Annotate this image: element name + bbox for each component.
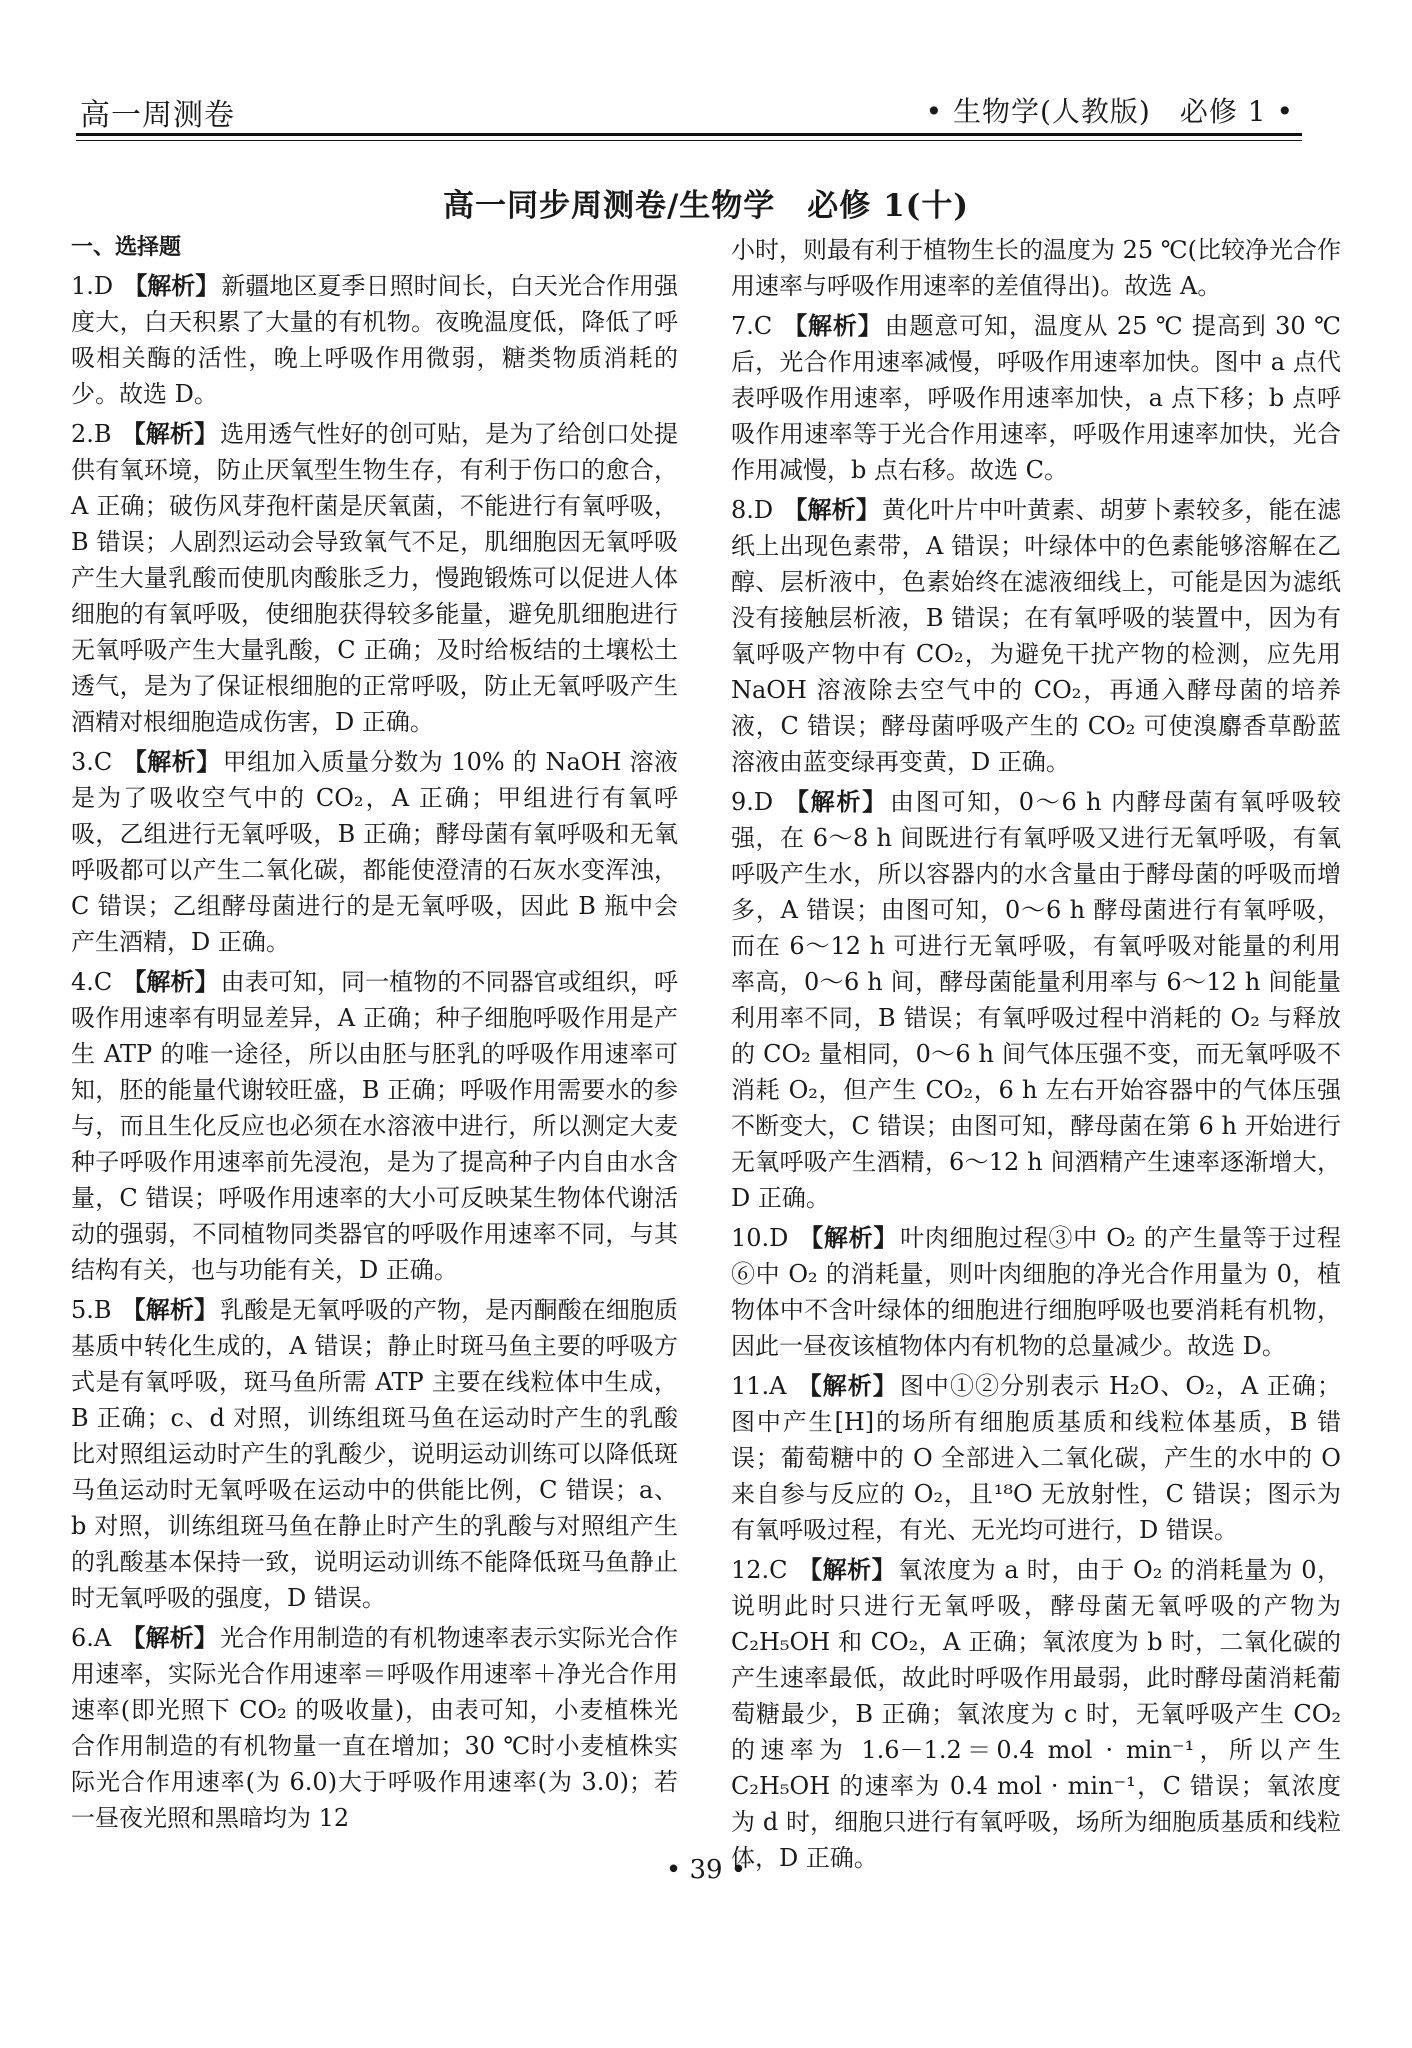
item-number: 10.: [731, 1224, 770, 1252]
analysis-tag: 【解析】: [783, 495, 880, 524]
analysis-tag: 【解析】: [121, 419, 219, 448]
item-text: 选用透气性好的创可贴，是为了给创口处提供有氧环境，防止厌氧型生物生存，有利于伤口的愈合，A 正确；破伤风芽孢杆菌是厌氧菌，不能进行有氧呼吸，B 错误；人剧烈运动会导致氧气不足，肌细胞因无氧呼吸产生大量乳酸而使肌肉酸胀乏力，慢跑锻炼可以促进人体细胞的有氧呼吸，使细胞获得较多能量，避免肌细胞进行无氧呼吸产生大量乳酸，C 正确；及时给板结的土壤松土透气，是为了保证根细胞的正常呼吸，防止无氧呼吸产生酒精对根细胞造成伤害，D 正确。: [71, 420, 679, 736]
header-right: • 生物学(人教版) 必修 1 •: [925, 95, 1294, 128]
right-column: [731, 232, 1341, 1880]
item-answer: C: [769, 1556, 788, 1584]
answer-item-12: [731, 1552, 1341, 1876]
answer-item-11: [731, 1368, 1341, 1548]
answer-item-8: [731, 492, 1341, 780]
item-answer: A: [93, 1624, 112, 1652]
continued-text: 小时，则最有利于植物生长的温度为 25 ℃(比较净光合作用速率与呼吸作用速率的差值得出)。故选 A。: [731, 236, 1342, 300]
item-answer: C: [93, 968, 113, 996]
item-number: 5.: [71, 1296, 94, 1324]
answer-item-3: [71, 744, 678, 960]
item-number: 12.: [731, 1556, 770, 1584]
item-text: 由题意可知，温度从 25 ℃ 提高到 30 ℃后，光合作用速率减慢，呼吸作用速率加快。图中 a 点代表呼吸作用速率，呼吸作用速率加快，a 点下移；b 点呼吸作用速率等于光合作用速率，呼吸作用速率加快，光合作用减慢，b 点右移。故选 C。: [731, 312, 1342, 484]
analysis-tag: 【解析】: [121, 1295, 219, 1324]
item-number: 3.: [71, 748, 94, 776]
header-left: 高一周测卷: [80, 98, 235, 133]
answer-item-7: [731, 308, 1341, 488]
item-number: 9.: [731, 788, 754, 816]
item-answer: B: [93, 1296, 112, 1324]
answer-item-1: [71, 268, 678, 412]
item-text: 叶肉细胞过程③中 O₂ 的产生量等于过程⑥中 O₂ 的消耗量，则叶肉细胞的净光合作用量为 0，植物体中不含叶绿体的细胞进行细胞呼吸也要消耗有机物，因此一昼夜该植物体内有机物的总量减少。故选 D。: [731, 1224, 1341, 1360]
item-text: 黄化叶片中叶黄素、胡萝卜素较多，能在滤纸上出现色素带，A 错误；叶绿体中的色素能够溶解在乙醇、层析液中，色素始终在滤液细线上，可能是因为滤纸没有接触层析液，B 错误；在有氧呼吸的装置中，因为有氧呼吸产物中有 CO₂，为避免干扰产物的检测，应先用 NaOH 溶液除去空气中的 CO₂，再通入酵母菌的培养液，C 错误；酵母菌呼吸产生的 CO₂ 可使溴麝香草酚蓝溶液由蓝变绿再变黄，D 正确。: [731, 496, 1342, 776]
item-answer: C: [753, 312, 773, 340]
header-rule-thin: [76, 140, 1302, 141]
header-rule: [76, 133, 1302, 136]
item-text: 由表可知，同一植物的不同器官或组织，呼吸作用速率有明显差异，A 正确；种子细胞呼吸作用是产生 ATP 的唯一途径，所以由胚与胚乳的呼吸作用速率可知，胚的能量代谢较旺盛，B 正确；呼吸作用需要水的参与，而且生化反应也必须在水溶液中进行，所以测定大麦种子呼吸作用速率前先浸泡，是为了提高种子内自由水含量，C 错误；呼吸作用速率的大小可反映某生物体代谢活动的强弱，不同植物同类器官的呼吸作用速率不同，与其结构有关，也与功能有关，D 正确。: [71, 968, 678, 1284]
page-title: 高一同步周测卷/生物学 必修 1(十): [442, 188, 970, 224]
item-text: 新疆地区夏季日照时间长，白天光合作用强度大，白天积累了大量的有机物。夜晚温度低，降低了呼吸相关酶的活性，晚上呼吸作用微弱，糖类物质消耗的少。故选 D。: [71, 272, 679, 408]
left-column: [71, 232, 678, 1840]
item-number: 6.: [71, 1624, 94, 1652]
analysis-tag: 【解析】: [782, 311, 883, 340]
item-number: 7.: [731, 312, 754, 340]
item-number: 8.: [731, 496, 754, 524]
answer-item-2: [71, 416, 678, 740]
item-answer: D: [769, 1224, 789, 1252]
item-text: 图中①②分别表示 H₂O、O₂，A 正确；图中产生[H]的场所有细胞质基质和线粒体基质，B 错误；葡萄糖中的 O 全部进入二氧化碳，产生的水中的 O 来自参与反应的 O₂，且¹⁸O 无放射性，C 错误；图示为有氧呼吸过程，有光、无光均可进行，D 错误。: [731, 1372, 1341, 1544]
item-answer: D: [753, 496, 774, 524]
analysis-tag: 【解析】: [122, 747, 221, 776]
item-number: 4.: [71, 968, 94, 996]
analysis-tag: 【解析】: [783, 787, 888, 816]
analysis-tag: 【解析】: [797, 1555, 897, 1584]
page-number: • 39 •: [665, 1855, 747, 1885]
item-text: 乳酸是无氧呼吸的产物，是丙酮酸在细胞质基质中转化生成的，A 错误；静止时斑马鱼主要的呼吸方式是有氧呼吸，斑马鱼所需 ATP 主要在线粒体中生成，B 正确；c、d 对照，训练组斑马鱼在运动时产生的乳酸比对照组运动时产生的乳酸少，说明运动训练可以降低斑马鱼运动时无氧呼吸在运动中的供能比例，C 错误；a、b 对照，训练组斑马鱼在静止时产生的乳酸与对照组产生的乳酸基本保持一致，说明运动训练不能降低斑马鱼静止时无氧呼吸的强度，D 错误。: [71, 1296, 679, 1612]
answer-item-10: [731, 1220, 1341, 1364]
item-text: 甲组加入质量分数为 10% 的 NaOH 溶液是为了吸收空气中的 CO₂，A 正确；甲组进行有氧呼吸，乙组进行无氧呼吸，B 正确；酵母菌有氧呼吸和无氧呼吸都可以产生二氧化碳，都能使澄清的石灰水变浑浊，C 错误；乙组酵母菌进行的是无氧呼吸，因此 B 瓶中会产生酒精，D 正确。: [71, 748, 678, 956]
item-text: 由图可知，0～6 h 内酵母菌有氧呼吸较强，在 6～8 h 间既进行有氧呼吸又进行无氧呼吸，有氧呼吸产生水，所以容器内的水含量由于酵母菌的呼吸而增多，A 错误；由图可知，0～6 h 酵母菌进行有氧呼吸，而在 6～12 h 可进行无氧呼吸，有氧呼吸对能量的利用率高，0～6 h 间，酵母菌能量利用率与 6～12 h 间能量利用率不同，B 错误；有氧呼吸过程中消耗的 O₂ 与释放的 CO₂ 量相同，0～6 h 间气体压强不变，而无氧呼吸不消耗 O₂，但产生 CO₂，6 h 左右开始容器中的气体压强不断变大，C 错误；由图可知，酵母菌在第 6 h 开始进行无氧呼吸产生酒精，6～12 h 间酒精产生速率逐渐增大，D 正确。: [731, 788, 1342, 1212]
item-answer: B: [93, 420, 112, 448]
item-answer: C: [93, 748, 113, 776]
item-answer: D: [93, 272, 114, 300]
analysis-tag: 【解析】: [123, 271, 220, 300]
item-number: 2.: [71, 420, 94, 448]
analysis-tag: 【解析】: [798, 1223, 899, 1252]
item-answer: A: [769, 1372, 787, 1400]
item-number: 1.: [71, 272, 94, 300]
analysis-tag: 【解析】: [122, 967, 219, 996]
item-text: 光合作用制造的有机物速率表示实际光合作用速率，实际光合作用速率＝呼吸作用速率＋净光合作用速率(即光照下 CO₂ 的吸收量)，由表可知，小麦植株光合作用制造的有机物量一直在增加；30 ℃时小麦植株实际光合作用速率(为 6.0)大于呼吸作用速率(为 3.0)；若一昼夜光照和黑暗均为 12: [71, 1624, 679, 1832]
analysis-tag: 【解析】: [121, 1623, 218, 1652]
analysis-tag: 【解析】: [796, 1371, 898, 1400]
answer-item-4: [71, 964, 678, 1288]
answer-item-9: [731, 784, 1341, 1216]
answer-item-6: [71, 1620, 678, 1836]
section-heading: 一、选择题: [71, 234, 182, 260]
item-number: 11.: [731, 1372, 770, 1400]
item-answer: D: [753, 788, 774, 816]
answer-item-5: [71, 1292, 678, 1616]
item-text: 氧浓度为 a 时，由于 O₂ 的消耗量为 0，说明此时只进行无氧呼吸，酵母菌无氧呼吸的产物为 C₂H₅OH 和 CO₂，A 正确；氧浓度为 b 时，二氧化碳的产生速率最低，故此时呼吸作用最弱，此时酵母菌消耗葡萄糖最少，B 正确；氧浓度为 c 时，无氧呼吸产生 CO₂ 的速率为 1.6－1.2＝0.4 mol · min⁻¹，所以产生 C₂H₅OH 的速率为 0.4 mol · min⁻¹，C 错误；氧浓度为 d 时，细胞只进行有氧呼吸，场所为细胞质基质和线粒体，D 正确。: [731, 1556, 1341, 1872]
